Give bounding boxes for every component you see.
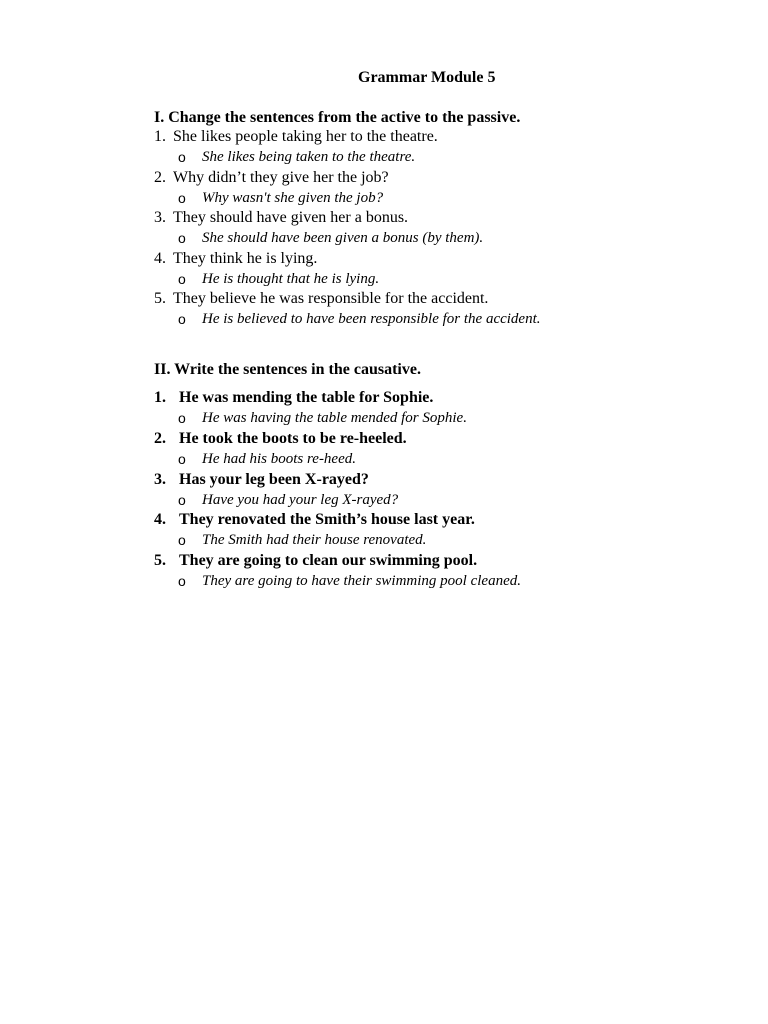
answer xyxy=(154,408,714,428)
question-number: 2. xyxy=(154,430,166,447)
question xyxy=(154,470,714,490)
question-text: They are going to clean our swimming pool. xyxy=(179,552,478,569)
answer xyxy=(154,147,714,167)
answer-text: He had his boots re-heed. xyxy=(202,451,356,467)
question-number: 1. xyxy=(154,128,166,145)
section-1-item-5 xyxy=(154,289,714,329)
question-text: He was mending the table for Sophie. xyxy=(179,389,434,406)
answer xyxy=(154,530,714,550)
section-1-item-2 xyxy=(154,168,714,208)
bullet-icon: o xyxy=(178,410,186,426)
answer-text: The Smith had their house renovated. xyxy=(202,532,427,548)
section-2-item-3 xyxy=(154,470,714,510)
question-number: 5. xyxy=(154,290,166,307)
bullet-icon: o xyxy=(178,492,186,508)
bullet-icon: o xyxy=(178,532,186,548)
question-text: They should have given her a bonus. xyxy=(173,209,409,226)
answer xyxy=(154,571,714,591)
section-1-item-3 xyxy=(154,208,714,248)
question-number: 2. xyxy=(154,169,166,186)
question-text: Why didn’t they give her the job? xyxy=(173,169,389,186)
answer-text: He is thought that he is lying. xyxy=(202,271,380,287)
answer xyxy=(154,449,714,469)
section-2-item-2 xyxy=(154,429,714,469)
answer-text: Have you had your leg X-rayed? xyxy=(202,492,399,508)
answer-text: Why wasn't she given the job? xyxy=(202,190,384,206)
question xyxy=(154,249,714,269)
answer xyxy=(154,228,714,248)
question xyxy=(154,551,714,571)
answer xyxy=(154,188,714,208)
question-text: They believe he was responsible for the accident. xyxy=(173,290,489,307)
answer xyxy=(154,269,714,289)
bullet-icon: o xyxy=(178,230,186,246)
section-1-item-1 xyxy=(154,127,714,167)
bullet-icon: o xyxy=(178,311,186,327)
question-number: 3. xyxy=(154,209,166,226)
section-2-item-4 xyxy=(154,510,714,550)
question-number: 5. xyxy=(154,552,166,569)
question-number: 4. xyxy=(154,511,166,528)
question-text: He took the boots to be re-heeled. xyxy=(179,430,407,447)
bullet-icon: o xyxy=(178,149,186,165)
answer-text: They are going to have their swimming pool cleaned. xyxy=(202,573,521,589)
section-2-heading: II. Write the sentences in the causative. xyxy=(154,361,421,378)
answer-text: He was having the table mended for Sophie. xyxy=(202,410,467,426)
answer-text: He is believed to have been responsible for the accident. xyxy=(202,311,541,327)
question-text: She likes people taking her to the theatre. xyxy=(173,128,438,145)
bullet-icon: o xyxy=(178,451,186,467)
question xyxy=(154,127,714,147)
answer-text: She likes being taken to the theatre. xyxy=(202,149,416,165)
question xyxy=(154,388,714,408)
bullet-icon: o xyxy=(178,271,186,287)
answer xyxy=(154,490,714,510)
section-1-item-4 xyxy=(154,249,714,289)
question-text: They think he is lying. xyxy=(173,250,318,267)
question-number: 3. xyxy=(154,471,166,488)
question xyxy=(154,510,714,530)
page-title: Grammar Module 5 xyxy=(358,69,496,86)
question xyxy=(154,168,714,188)
question-text: Has your leg been X-rayed? xyxy=(179,471,369,488)
question-text: They renovated the Smith’s house last year. xyxy=(179,511,475,528)
question xyxy=(154,429,714,449)
question xyxy=(154,208,714,228)
bullet-icon: o xyxy=(178,190,186,206)
question-number: 1. xyxy=(154,389,166,406)
section-2-item-5 xyxy=(154,551,714,591)
section-2-item-1 xyxy=(154,388,714,428)
question xyxy=(154,289,714,309)
answer xyxy=(154,309,714,329)
answer-text: She should have been given a bonus (by them). xyxy=(202,230,484,246)
bullet-icon: o xyxy=(178,573,186,589)
section-1-heading: I. Change the sentences from the active to the passive. xyxy=(154,109,521,126)
question-number: 4. xyxy=(154,250,166,267)
